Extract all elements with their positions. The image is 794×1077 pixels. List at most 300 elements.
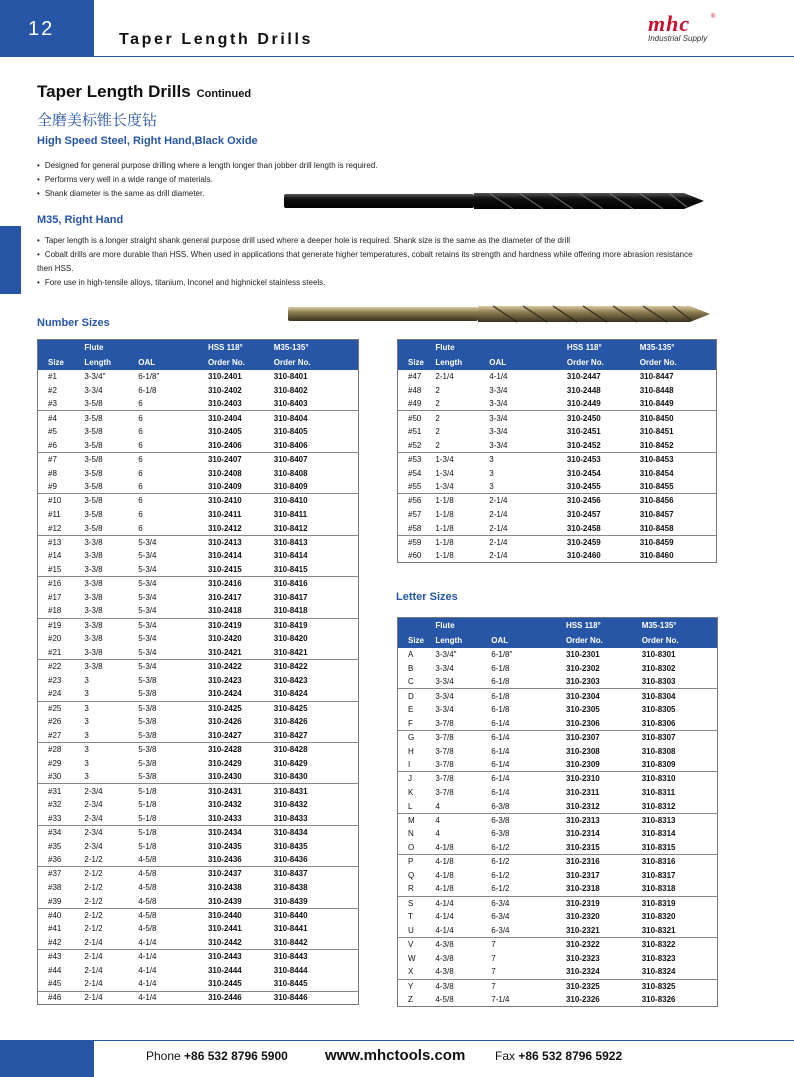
cell-hss: 310-2444 — [207, 965, 242, 975]
header-size: Size — [398, 633, 436, 648]
cell-oal: 4-1/4 — [489, 371, 508, 381]
cell-m35: 310-8403 — [273, 399, 308, 409]
cell-hss: 310-2448 — [566, 385, 601, 395]
header-size-top — [38, 340, 85, 355]
fax-label: Fax — [495, 1049, 516, 1063]
header-oal: OAL — [491, 633, 566, 648]
cell-flute: 2 — [435, 427, 440, 437]
table-row — [398, 370, 717, 384]
cell-size: #51 — [408, 427, 422, 437]
number-sizes-label: Number Sizes — [37, 317, 110, 329]
cell-oal: 5-3/4 — [138, 634, 157, 644]
cell-oal: 7 — [491, 953, 496, 963]
cell-oal: 3 — [489, 452, 567, 466]
cell-hss: 310-2408 — [207, 468, 242, 478]
cell-hss: 310-2403 — [207, 399, 242, 409]
cell-oal: 2-1/4 — [489, 523, 508, 533]
cell-size: M — [398, 813, 436, 827]
cell-hss: 310-2415 — [207, 565, 242, 575]
cell-size: #9 — [48, 482, 57, 492]
cell-m35: 310-8422 — [274, 660, 359, 674]
cell-flute: 3-3/8 — [84, 551, 103, 561]
cell-size: #59 — [398, 535, 436, 549]
cell-m35: 310-8455 — [639, 482, 674, 492]
cell-flute: 3-7/8 — [435, 718, 454, 728]
cell-m35: 310-8301 — [641, 649, 676, 659]
cell-flute: 3-5/8 — [84, 482, 103, 492]
cell-oal: 7 — [491, 938, 566, 952]
cell-oal: 5-3/4 — [138, 551, 157, 561]
cell-m35: 310-8314 — [641, 829, 676, 839]
cell-hss: 310-2313 — [566, 813, 642, 827]
cell-size: #37 — [38, 867, 85, 881]
cell-size: #48 — [408, 385, 422, 395]
cell-flute: 3 — [84, 689, 89, 699]
cell-flute: 3-7/8 — [435, 746, 454, 756]
cell-flute: 3-3/8 — [84, 592, 103, 602]
cell-size: #5 — [48, 427, 57, 437]
table-row — [38, 977, 359, 991]
cell-m35: 310-8305 — [641, 705, 676, 715]
table-row — [38, 535, 359, 549]
header-flute: Length — [435, 355, 489, 370]
table-row — [398, 494, 717, 508]
cell-size: #14 — [48, 551, 62, 561]
table-row — [38, 715, 359, 729]
table-row — [38, 549, 359, 563]
cell-oal: 6-3/4 — [491, 912, 510, 922]
cell-m35: 310-8427 — [273, 730, 308, 740]
black-oxide-drill-image — [284, 188, 704, 214]
cell-oal: 6-3/8 — [491, 829, 510, 839]
number-sizes-table-right — [397, 339, 717, 563]
header-m35: Order No. — [640, 355, 717, 370]
cell-m35: 310-8406 — [273, 440, 308, 450]
footer-phone — [146, 1049, 288, 1063]
cell-m35: 310-8409 — [273, 482, 308, 492]
cell-m35: 310-8321 — [641, 925, 676, 935]
cell-oal: 6-1/8 — [491, 689, 566, 703]
cell-flute: 1-1/8 — [435, 523, 454, 533]
cell-oal: 6-1/2 — [491, 870, 510, 880]
table-row — [398, 383, 717, 397]
cell-hss: 310-2457 — [566, 510, 601, 520]
cell-hss: 310-2426 — [207, 717, 242, 727]
cell-flute: 2-1/4 — [84, 991, 138, 1005]
cell-size: #55 — [408, 482, 422, 492]
table-row — [398, 648, 718, 662]
cell-flute: 2-1/2 — [84, 855, 103, 865]
cell-size: T — [408, 912, 413, 922]
cell-m35: 310-8459 — [640, 535, 717, 549]
cell-size: #47 — [408, 371, 422, 381]
header-hss-top: HSS 118° — [208, 340, 274, 355]
cell-size: #52 — [408, 440, 422, 450]
cell-oal: 6-1/8 — [491, 663, 510, 673]
cell-oal: 5-3/4 — [138, 647, 157, 657]
cell-flute: 1-1/8 — [435, 510, 454, 520]
cell-flute: 2-3/4 — [84, 784, 138, 798]
cell-oal: 6-1/2 — [491, 884, 510, 894]
cell-hss: 310-2319 — [566, 896, 642, 910]
footer-fax — [495, 1049, 622, 1063]
table-row — [38, 908, 359, 922]
cell-size: G — [398, 730, 436, 744]
cell-flute: 3-3/4" — [435, 649, 457, 659]
cell-oal: 3 — [489, 468, 494, 478]
header-oal-top — [138, 340, 208, 355]
page-number: 12 — [28, 18, 55, 40]
cell-size: #19 — [38, 618, 85, 632]
cell-size: #40 — [38, 908, 85, 922]
cell-size: #43 — [38, 950, 85, 964]
cell-oal: 3-3/4 — [489, 399, 508, 409]
cell-m35: 310-8419 — [274, 618, 359, 632]
cell-oal: 6-1/4 — [491, 718, 510, 728]
cell-oal: 6-1/4 — [491, 788, 510, 798]
cell-flute: 2-3/4 — [84, 841, 103, 851]
cell-hss: 310-2436 — [207, 855, 242, 865]
cell-oal: 6 — [138, 427, 143, 437]
cell-flute: 4 — [435, 801, 440, 811]
cell-size: L — [408, 801, 413, 811]
cell-hss: 310-2438 — [207, 882, 242, 892]
cell-flute: 4 — [435, 829, 440, 839]
cell-oal: 6 — [138, 523, 143, 533]
cell-m35: 310-8423 — [273, 675, 308, 685]
cell-m35: 310-8450 — [640, 411, 717, 425]
chinese-title: 全磨美标锥长度钻 — [37, 112, 158, 129]
cell-hss: 310-2459 — [567, 535, 640, 549]
cell-oal: 5-3/4 — [138, 592, 157, 602]
cell-hss: 310-2324 — [565, 967, 600, 977]
table-row — [398, 993, 718, 1007]
cell-size: Z — [408, 994, 413, 1004]
cell-oal: 6 — [138, 440, 143, 450]
cell-oal: 2-1/4 — [489, 551, 508, 561]
cell-hss: 310-2450 — [567, 411, 640, 425]
cell-size: #27 — [48, 730, 62, 740]
cell-flute: 2-1/2 — [84, 924, 103, 934]
cell-flute: 3-3/8 — [84, 618, 138, 632]
cell-flute: 4 — [435, 813, 491, 827]
cell-hss: 310-2414 — [207, 551, 242, 561]
cell-hss: 310-2326 — [565, 994, 600, 1004]
cell-oal: 6-1/4 — [491, 730, 566, 744]
cell-m35: 310-8412 — [273, 523, 308, 533]
cell-oal: 6 — [138, 399, 143, 409]
fax-number: +86 532 8796 5922 — [518, 1049, 623, 1063]
cell-oal: 6-1/4 — [491, 772, 566, 786]
cell-hss: 310-2449 — [566, 399, 601, 409]
cell-hss: 310-2317 — [565, 870, 600, 880]
cell-flute: 2-1/4 — [435, 371, 454, 381]
cell-m35: 310-8320 — [641, 912, 676, 922]
cell-size: I — [408, 760, 411, 770]
cell-size: #16 — [38, 577, 85, 591]
cell-flute: 4-1/8 — [435, 855, 491, 869]
table-row — [398, 938, 718, 952]
cell-size: E — [408, 705, 414, 715]
cell-m35: 310-8430 — [273, 772, 308, 782]
table-row — [398, 869, 718, 883]
table-row — [38, 991, 359, 1005]
cell-flute: 3-3/4 — [435, 663, 454, 673]
table-row — [38, 673, 359, 687]
header-flute-top: Flute — [435, 340, 489, 355]
cell-size: D — [398, 689, 436, 703]
cell-m35: 310-8408 — [273, 468, 308, 478]
cell-oal: 6-3/8 — [491, 801, 510, 811]
table-row — [38, 922, 359, 936]
cell-oal: 4-1/4 — [138, 979, 157, 989]
cell-oal: 5-3/4 — [138, 606, 157, 616]
cell-m35: 310-8323 — [641, 953, 676, 963]
cell-size: #33 — [48, 813, 62, 823]
cell-oal: 6 — [138, 482, 143, 492]
m35-feature-list — [37, 234, 697, 290]
cell-hss: 310-2417 — [207, 592, 242, 602]
cell-m35: 310-8317 — [641, 870, 676, 880]
table-row — [398, 855, 718, 869]
table-row — [38, 812, 359, 826]
table-row — [398, 425, 717, 439]
table-row — [398, 965, 718, 979]
cell-oal: 5-3/8 — [138, 701, 208, 715]
cell-size: #8 — [48, 468, 57, 478]
cell-size: #24 — [48, 689, 62, 699]
cell-hss: 310-2429 — [207, 758, 242, 768]
table-row — [38, 853, 359, 867]
cell-flute: 4-3/8 — [435, 979, 491, 993]
table-row — [38, 508, 359, 522]
cell-oal: 5-3/4 — [138, 565, 157, 575]
cell-size: #38 — [48, 882, 62, 892]
cell-flute: 2-1/4 — [84, 965, 103, 975]
cell-m35: 310-8309 — [641, 760, 676, 770]
cell-size: #42 — [48, 937, 62, 947]
cell-size: #10 — [38, 494, 85, 508]
cell-size: R — [408, 884, 414, 894]
cell-hss: 310-2306 — [565, 718, 600, 728]
cell-flute: 2-3/4 — [84, 825, 138, 839]
cell-size: #50 — [398, 411, 436, 425]
cell-m35: 310-8428 — [274, 742, 359, 756]
table-row — [398, 439, 717, 453]
cell-hss: 310-2442 — [207, 937, 242, 947]
feature-item: • Performs very well in a wide range of materials. — [37, 173, 457, 187]
cell-m35: 310-8308 — [641, 746, 676, 756]
cell-flute: 4-1/4 — [435, 925, 454, 935]
cell-m35: 310-8457 — [639, 510, 674, 520]
cell-size: H — [408, 746, 414, 756]
header-hss: Order No. — [208, 355, 274, 370]
cell-hss: 310-2419 — [208, 618, 274, 632]
cell-m35: 310-8418 — [273, 606, 308, 616]
cell-oal: 6-3/8 — [491, 813, 566, 827]
cell-flute: 4-3/8 — [435, 967, 454, 977]
cell-hss: 310-2316 — [566, 855, 642, 869]
cell-m35: 310-8324 — [641, 967, 676, 977]
cell-flute: 4-5/8 — [435, 994, 454, 1004]
feature-item: • Shank diameter is the same as drill diameter. — [37, 187, 457, 201]
cell-flute: 3-7/8 — [435, 788, 454, 798]
cell-oal: 5-3/4 — [138, 535, 208, 549]
table-row — [398, 661, 718, 675]
cell-m35: 310-8429 — [273, 758, 308, 768]
cell-hss: 310-2433 — [207, 813, 242, 823]
table-row — [398, 910, 718, 924]
cell-m35: 310-8306 — [641, 718, 676, 728]
cell-hss: 310-2402 — [207, 385, 242, 395]
table-row — [398, 411, 717, 425]
cell-m35: 310-8316 — [642, 855, 718, 869]
cell-flute: 4-1/8 — [435, 884, 454, 894]
table-row — [38, 563, 359, 577]
letter-sizes-table — [397, 617, 718, 1007]
cell-size: #17 — [48, 592, 62, 602]
table-row — [398, 397, 717, 411]
cell-oal: 4-1/4 — [138, 965, 157, 975]
cell-size: #23 — [48, 675, 62, 685]
header-size: Size — [38, 355, 85, 370]
cell-m35: 310-8431 — [274, 784, 359, 798]
table-row — [38, 383, 359, 397]
cell-oal: 5-3/8 — [138, 689, 157, 699]
cell-flute: 3 — [84, 742, 138, 756]
header-oal-top — [489, 340, 567, 355]
table-row — [398, 799, 718, 813]
brand-logo — [648, 11, 768, 43]
cell-hss: 310-2431 — [208, 784, 274, 798]
cell-size: V — [398, 938, 436, 952]
cell-oal: 5-3/4 — [138, 660, 208, 674]
cell-size: #26 — [48, 717, 62, 727]
cell-size: #21 — [48, 647, 62, 657]
cell-oal: 5-1/8 — [138, 813, 157, 823]
cell-flute: 2-1/4 — [84, 950, 138, 964]
cell-flute: 1-1/8 — [435, 551, 454, 561]
table-row — [38, 521, 359, 535]
cell-size: #2 — [48, 385, 57, 395]
cell-flute: 3-5/8 — [84, 494, 138, 508]
cell-oal: 7 — [491, 967, 496, 977]
cell-flute: 4-3/8 — [435, 953, 454, 963]
cell-size: #45 — [48, 979, 62, 989]
table-row — [38, 480, 359, 494]
table-row — [38, 756, 359, 770]
cell-size: #6 — [48, 440, 57, 450]
cell-hss: 310-2405 — [207, 427, 242, 437]
cell-m35: 310-8444 — [273, 965, 308, 975]
cell-flute: 3 — [84, 717, 89, 727]
cell-oal: 6-1/4 — [491, 760, 510, 770]
cell-hss: 310-2305 — [565, 705, 600, 715]
footer-accent-box — [0, 1040, 94, 1077]
cell-oal: 6-3/4 — [491, 925, 510, 935]
cell-size: #44 — [48, 965, 62, 975]
cell-flute: 2-1/2 — [84, 882, 103, 892]
cell-hss: 310-2451 — [566, 427, 601, 437]
cell-flute: 3-5/8 — [84, 468, 103, 478]
cell-hss: 310-2322 — [566, 938, 642, 952]
footer-website[interactable]: www.mhctools.com — [325, 1047, 466, 1064]
cell-flute: 2 — [435, 399, 440, 409]
cell-hss: 310-2428 — [208, 742, 274, 756]
cell-flute: 3-7/8 — [435, 760, 454, 770]
cell-flute: 4-1/8 — [435, 843, 454, 853]
cell-m35: 310-8414 — [273, 551, 308, 561]
cell-size: #13 — [38, 535, 85, 549]
table-row — [38, 784, 359, 798]
table-row — [38, 839, 359, 853]
cell-size: #25 — [38, 701, 85, 715]
cell-m35: 310-8426 — [273, 717, 308, 727]
cell-m35: 310-8456 — [640, 494, 717, 508]
cell-hss: 310-2413 — [208, 535, 274, 549]
header-hss: Order No. — [566, 633, 642, 648]
cell-m35: 310-8435 — [273, 841, 308, 851]
table-row — [398, 744, 718, 758]
cell-m35: 310-8438 — [273, 882, 308, 892]
cell-hss: 310-2440 — [208, 908, 274, 922]
cell-m35: 310-8452 — [639, 440, 674, 450]
table-row — [38, 742, 359, 756]
cell-hss: 310-2411 — [207, 510, 242, 520]
cell-oal: 2-1/4 — [489, 535, 567, 549]
cell-m35: 310-8434 — [274, 825, 359, 839]
cell-size: #29 — [48, 758, 62, 768]
table-row — [398, 882, 718, 896]
cell-hss: 310-2446 — [208, 991, 274, 1005]
material-subtitle: High Speed Steel, Right Hand,Black Oxide — [37, 135, 258, 147]
cell-flute: 1-3/4 — [435, 452, 489, 466]
cell-size: S — [398, 896, 436, 910]
cell-hss: 310-2454 — [566, 468, 601, 478]
table-row — [38, 452, 359, 466]
cell-oal: 4-1/4 — [138, 991, 208, 1005]
cell-hss: 310-2304 — [566, 689, 642, 703]
cell-flute: 4-1/8 — [435, 870, 454, 880]
cell-oal: 5-1/8 — [138, 841, 157, 851]
cell-flute: 2-1/4 — [84, 979, 103, 989]
cell-flute: 3-3/8 — [84, 647, 103, 657]
cell-m35: 310-8302 — [641, 663, 676, 673]
cell-hss: 310-2439 — [207, 896, 242, 906]
header-m35-top: M35-135° — [274, 340, 359, 355]
cell-oal: 5-3/8 — [138, 717, 157, 727]
table-row — [398, 841, 718, 855]
cell-m35: 310-8413 — [274, 535, 359, 549]
number-sizes-table-left — [37, 339, 359, 1005]
cell-hss: 310-2437 — [208, 867, 274, 881]
cell-flute: 3 — [84, 772, 89, 782]
cell-hss: 310-2455 — [566, 482, 601, 492]
cell-flute: 1-1/8 — [435, 494, 489, 508]
m35-feature-item: • Taper length is a longer straight shank general purpose drill used where a deeper hole is required. Shank size is the same as the diameter of the drill — [37, 234, 697, 248]
table-row — [38, 494, 359, 508]
table-row — [38, 646, 359, 660]
cell-m35: 310-8312 — [641, 801, 676, 811]
phone-label: Phone — [146, 1049, 181, 1063]
table-row — [398, 466, 717, 480]
cell-hss: 310-2407 — [208, 452, 274, 466]
table-row — [38, 729, 359, 743]
cell-size: W — [408, 953, 416, 963]
cell-size: N — [408, 829, 414, 839]
cell-hss: 310-2310 — [566, 772, 642, 786]
table-row — [38, 936, 359, 950]
